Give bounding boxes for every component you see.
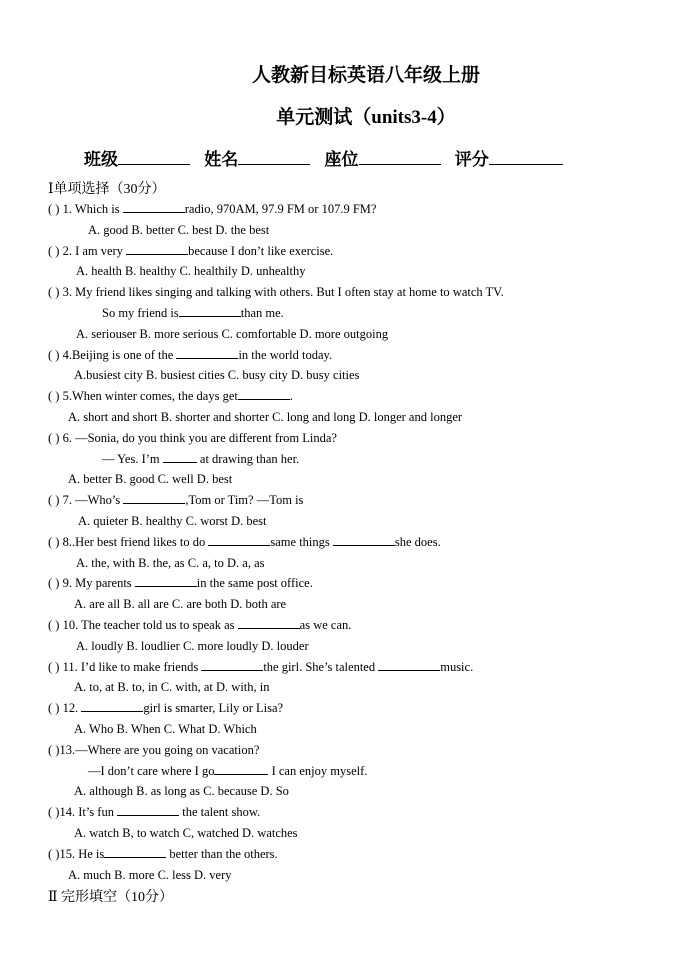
score-blank[interactable] <box>489 150 563 165</box>
name-label: 姓名 <box>204 150 239 169</box>
question-7-options: A. quieter B. healthy C. worst D. best <box>78 514 267 528</box>
answer-blank[interactable] <box>179 305 241 317</box>
question-13-options: A. although B. as long as C. because D. So <box>74 784 289 798</box>
seat-label: 座位 <box>324 150 359 169</box>
answer-blank[interactable] <box>201 659 263 671</box>
question-10: ( ) 10. The teacher told us to speak as as we can. <box>48 618 352 632</box>
answer-blank[interactable] <box>378 659 440 671</box>
answer-blank[interactable] <box>123 492 185 504</box>
question-7: ( ) 7. —Who’s ,Tom or Tim? —Tom is <box>48 493 304 507</box>
question-15-options: A. much B. more C. less D. very <box>68 868 232 882</box>
answer-blank[interactable] <box>123 201 185 213</box>
seat-blank[interactable] <box>359 150 441 165</box>
question-8: ( ) 8..Her best friend likes to do same things she does. <box>48 535 441 549</box>
question-13: ( )13.—Where are you going on vacation? <box>48 743 260 757</box>
question-11: ( ) 11. I’d like to make friends the girl. She’s talented music. <box>48 660 474 674</box>
question-12-options: A. Who B. When C. What D. Which <box>74 722 257 736</box>
answer-blank[interactable] <box>104 846 166 858</box>
question-11-options: A. to, at B. to, in C. with, at D. with, in <box>74 680 270 694</box>
question-6: ( ) 6. —Sonia, do you think you are different from Linda? <box>48 431 337 445</box>
question-5: ( ) 5.When winter comes, the days get . <box>48 389 293 403</box>
question-4: ( ) 4.Beijing is one of the in the world today. <box>48 348 333 362</box>
question-9: ( ) 9. My parents in the same post office. <box>48 576 313 590</box>
question-10-options: A. loudly B. loudlier C. more loudly D. louder <box>76 639 309 653</box>
question-13-continued: —I don’t care where I go I can enjoy myself. <box>88 764 368 778</box>
answer-blank[interactable] <box>214 763 268 775</box>
answer-blank[interactable] <box>208 534 270 546</box>
question-3-continued: So my friend is than me. <box>102 306 284 320</box>
question-14: ( )14. It’s fun the talent show. <box>48 805 261 819</box>
question-3: ( ) 3. My friend likes singing and talking with others. But I often stay at home to watch TV. <box>48 285 504 299</box>
section-heading-cloze: Ⅱ 完形填空（10分） <box>48 890 174 905</box>
question-5-options: A. short and short B. shorter and shorter C. long and long D. longer and longer <box>68 410 463 424</box>
question-15: ( )15. He is better than the others. <box>48 847 278 861</box>
class-blank[interactable] <box>118 150 190 165</box>
answer-blank[interactable] <box>333 534 395 546</box>
question-2-options: A. health B. healthy C. healthily D. unhealthy <box>76 264 306 278</box>
question-14-options: A. watch B, to watch C, watched D. watches <box>74 826 298 840</box>
document-title: 人教新目标英语八年级上册 <box>251 65 480 86</box>
question-6-continued: — Yes. I’m at drawing than her. <box>102 452 300 466</box>
question-1: ( ) 1. Which is radio, 970AM, 97.9 FM or 107.9 FM? <box>48 202 377 216</box>
answer-blank[interactable] <box>81 700 143 712</box>
answer-blank[interactable] <box>238 617 300 629</box>
question-8-options: A. the, with B. the, as C. a, to D. a, as <box>76 556 265 570</box>
answer-blank[interactable] <box>163 451 197 463</box>
answer-blank[interactable] <box>176 347 238 359</box>
question-12: ( ) 12. girl is smarter, Lily or Lisa? <box>48 701 284 715</box>
question-2: ( ) 2. I am very because I don’t like exercise. <box>48 244 334 258</box>
answer-blank[interactable] <box>126 243 188 255</box>
name-blank[interactable] <box>238 150 310 165</box>
section-heading-single-choice: Ⅰ单项选择（30分） <box>48 182 166 197</box>
student-info-line <box>84 145 563 170</box>
class-label: 班级 <box>84 150 118 169</box>
answer-blank[interactable] <box>238 388 290 400</box>
question-3-options: A. seriouser B. more serious C. comfortable D. more outgoing <box>76 327 389 341</box>
question-1-options: A. good B. better C. best D. the best <box>88 223 270 237</box>
question-9-options: A. are all B. all are C. are both D. both are <box>74 597 287 611</box>
question-4-options: A.busiest city B. busiest cities C. busy city D. busy cities <box>74 368 360 382</box>
question-6-options: A. better B. good C. well D. best <box>68 472 233 486</box>
document-subtitle: 单元测试（units3-4） <box>276 107 456 128</box>
answer-blank[interactable] <box>117 804 179 816</box>
answer-blank[interactable] <box>135 575 197 587</box>
score-label: 评分 <box>454 150 489 169</box>
